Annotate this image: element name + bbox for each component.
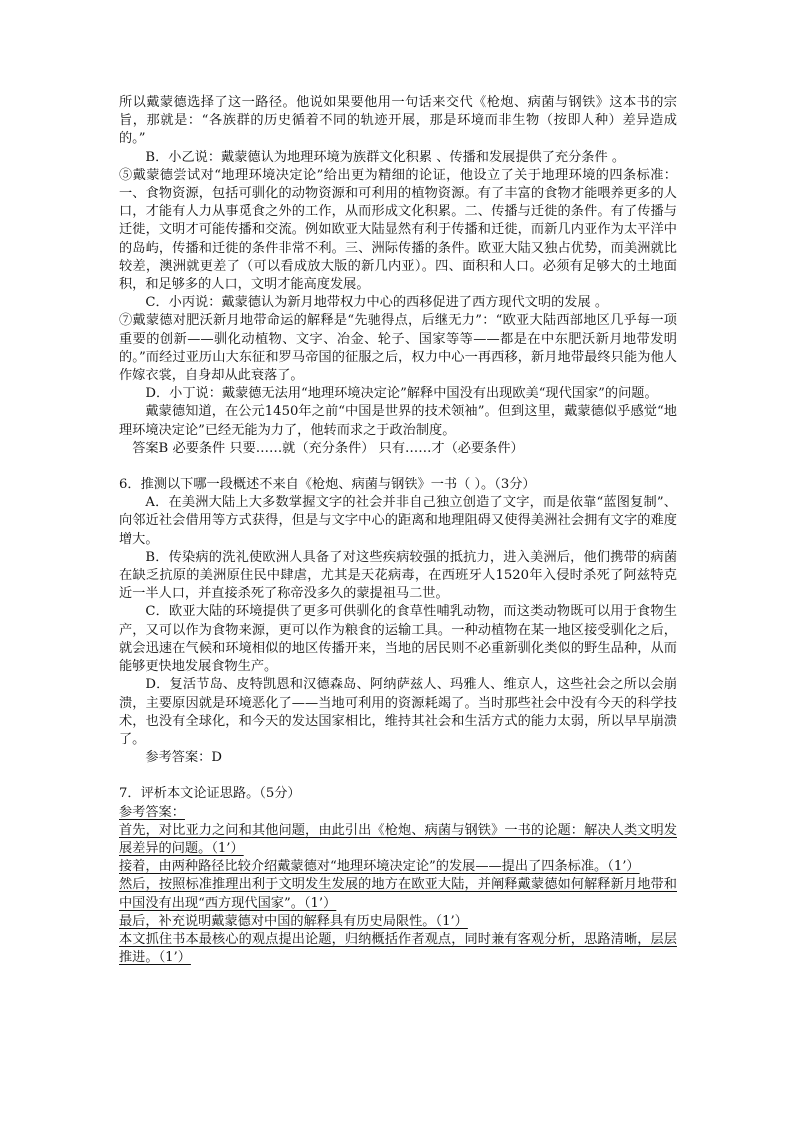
q6-option-a: A．在美洲大陆上大多数掌握文字的社会并非自己独立创造了文字，而是依靠“蓝图复制”、向邻近社会借用等方式获得，但是与文字中心的距离和地理阻碍又使得美洲社会拥有文字的难度增大。 — [119, 495, 677, 547]
spacer — [119, 458, 677, 476]
q5-answer: 答案B 必要条件 只要……就（充分条件） 只有……才（必要条件） — [132, 440, 524, 456]
q7-answer-label: 参考答案： — [119, 804, 185, 820]
q6-option-d: D．复活节岛、皮特凯恩和汉德森岛、阿纳萨兹人、玛雅人、维京人，这些社会之所以会崩溃，主要原因就是环境恶化了——当地可利用的资源耗竭了。当时那些社会中没有今天的科学技术，也没有全球化，和今天的发达国家相比，维持其社会和生活方式的能力太弱，所以早早崩溃了。 — [119, 677, 677, 747]
q6-answer: 参考答案：D — [145, 750, 222, 766]
spacer — [119, 767, 677, 785]
q7-answer-line-3: 然后，按照标准推理出利于文明发生发展的地方在欧亚大陆，并阐释戴蒙德如何解释新月地带和中国没有出现“西方现代国家”。（1’） — [119, 877, 677, 911]
q7-answer-line-4: 最后，补充说明戴蒙德对中国的解释具有历史局限性。（1’） — [119, 913, 468, 929]
q7-question: 7．评析本文论证思路。（5分） — [119, 786, 301, 802]
option-c-text: ⑦戴蒙德对肥沃新月地带命运的解释是“先驰得点，后继无力”：“欧亚大陆西部地区几乎每一项重要的创新——驯化动植物、文字、冶金、轮子、国家等等——都是在中东肥沃新月地带发明的。”而经过亚历山大东征和罗马帝国的征服之后，权力中心一再西移，新月地带最终只能为他人作嫁衣裳，自身却从此衰落了。 — [119, 313, 677, 384]
option-d-claim: D．小丁说：戴蒙德无法用“地理环境决定论”解释中国没有出现欧美“现代国家”的问题。 — [145, 386, 658, 402]
q7-answer-line-2: 接着，由两种路径比较介绍戴蒙德对“地理环境决定论”的发展——提出了四条标准。（1’） — [119, 859, 640, 875]
q7-answer-line-5: 本文抓住书本最核心的观点提出论题，归纳概括作者观点，同时兼有客观分析，思路清晰，层层推进。（1’） — [119, 931, 677, 966]
q5-intro-paragraph: 所以戴蒙德选择了这一路径。他说如果要他用一句话来交代《枪炮、病菌与钢铁》这本书的宗旨，那就是：“各族群的历史循着不同的轨迹开展，那是环境而非生物（按即人种）差异造成的。” — [119, 95, 677, 147]
document-page — [119, 94, 677, 967]
q7-answer-line-1: 首先，对比亚力之问和其他问题，由此引出《枪炮、病菌与钢铁》一书的论题：解决人类文明发展差异的问题。（1’） — [119, 822, 677, 856]
q6-option-b: B．传染病的洗礼使欧洲人具备了对这些疾病较强的抵抗力，进入美洲后，他们携带的病菌在缺乏抗原的美洲原住民中肆虐，尤其是天花病毒，在西班牙人1520年入侵时杀死了阿兹特克近一半人口，并直接杀死了称帝没多久的蒙提祖马二世。 — [119, 549, 677, 602]
option-b-claim: B．小乙说：戴蒙德认为地理环境为族群文化积累 、传播和发展提供了充分条件 。 — [145, 149, 626, 165]
option-c-claim: C．小丙说：戴蒙德认为新月地带权力中心的西移促进了西方现代文明的发展 。 — [145, 295, 609, 311]
q6-question: 6．推测以下哪一段概述不来自《枪炮、病菌与钢铁》一书（ ）。（3分） — [119, 477, 536, 493]
q6-option-c: C．欧亚大陆的环境提供了更多可供驯化的食草性哺乳动物，而这类动物既可以用于食物生产，又可以作为食物来源，更可以作为粮食的运输工具。一种动植物在某一地区接受驯化之后，就会迅速在气候和环境相似的地区传播开来，当地的居民则不必重新驯化类似的野生品种，从而能够更快地发展食物生产。 — [119, 604, 677, 675]
option-d-text: 戴蒙德知道，在公元1450年之前“中国是世界的技术领袖”。但到这里，戴蒙德似乎感觉“地理环境决定论”已经无能为力了，他转而求之于政治制度。 — [119, 404, 677, 438]
option-b-text: ⑤戴蒙德尝试对“地理环境决定论”给出更为精细的论证，他设立了关于地理环境的四条标准：一、食物资源，包括可驯化的动物资源和可利用的植物资源。有了丰富的食物才能喂养更多的人口，才能有人力从事觅食之外的工作，从而形成文化积累。二、传播与迁徙的条件。有了传播与迁徙，文明才可能传播和交流。例如欧亚大陆显然有利于传播和迁徙，而新几内亚作为太平洋中的岛屿，传播和迁徙的条件非常不利。三、洲际传播的条件。欧亚大陆又独占优势，而美洲就比较差，澳洲就更差了（可以看成放大版的新几内亚）。四、面积和人口。必须有足够大的土地面积，和足够多的人口，文明才能高度发展。 — [119, 167, 677, 293]
